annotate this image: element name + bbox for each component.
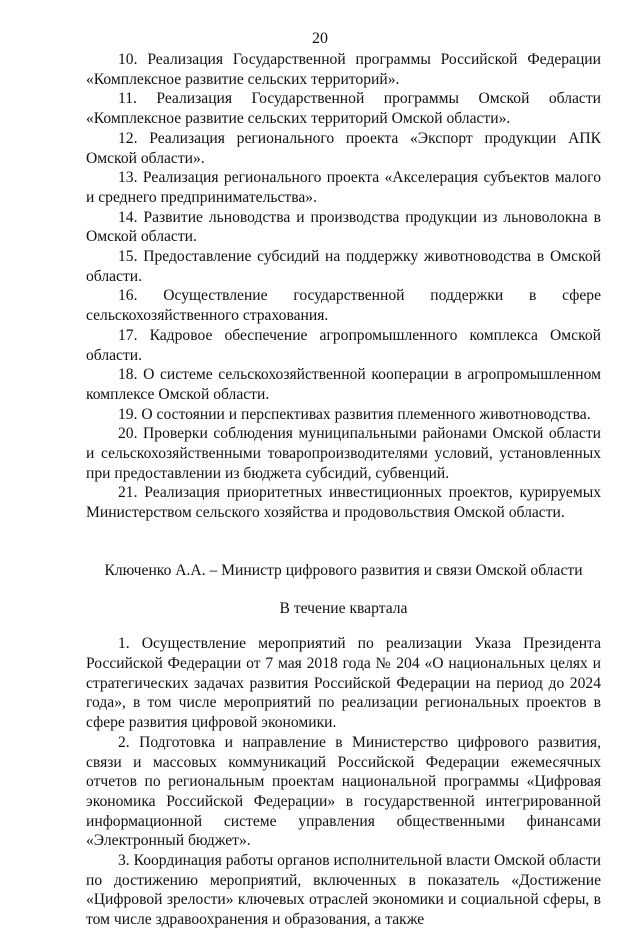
list-item: 1. Осуществление мероприятий по реализации Указа Президента Российской Федерации от 7 мая 2018 года № 204 «О национальных целях и стратегических задачах развития Российской Федерации на период до 2024 года», в том числе мероприятий по реализации региональных проектов в сфере развития цифровой экономики. <box>86 635 601 732</box>
document-body <box>86 50 601 930</box>
list-item: 12. Реализация регионального проекта «Экспорт продукции АПК Омской области». <box>86 129 601 167</box>
list-item: 13. Реализация регионального проекта «Акселерация субъектов малого и среднего предпринимательства». <box>86 169 601 206</box>
list-item: 14. Развитие льноводства и производства продукции из льноволокна в Омской области. <box>86 208 601 246</box>
agro-items-list <box>86 50 601 523</box>
page-number: 20 <box>312 30 328 47</box>
list-item: 17. Кадровое обеспечение агропромышленного комплекса Омской области. <box>86 326 601 364</box>
list-item: 20. Проверки соблюдения муниципальными районами Омской области и сельскохозяйственными товаропроизводителями условий, установленных при предоставлении из бюджета субсидий, субвенций. <box>86 425 601 482</box>
digital-items-list <box>86 634 601 930</box>
list-item: 11. Реализация Государственной программы Омской области «Комплексное развитие сельских территорий Омской области». <box>86 90 601 128</box>
list-item: 18. О системе сельскохозяйственной кооперации в агропромышленном комплексе Омской области. <box>86 366 601 403</box>
list-item: 3. Координация работы органов исполнительной власти Омской области по достижению мероприятий, включенных в показатель «Достижение «Цифровой зрелости» ключевых отраслей экономики и социальной сферы, в том числе здравоохранения и образования, а также <box>86 852 601 929</box>
list-item: 15. Предоставление субсидий на поддержку животноводства в Омской области. <box>86 248 601 285</box>
list-item: 10. Реализация Государственной программы Российской Федерации «Комплексное развитие сельских территорий». <box>86 51 601 88</box>
list-item: 16. Осуществление государственной поддержки в сфере сельскохозяйственного страхования. <box>86 287 601 325</box>
list-item: 19. О состоянии и перспективах развития племенного животноводства. <box>118 405 591 423</box>
minister-line: Ключенко А.А. – Министр цифрового развития и связи Омской области <box>104 561 583 579</box>
list-item: 21. Реализация приоритетных инвестиционных проектов, курируемых Министерством сельского хозяйства и продовольствия Омской области. <box>86 484 601 522</box>
period-heading: В течение квартала <box>279 599 408 617</box>
list-item: 2. Подготовка и направление в Министерство цифрового развития, связи и массовых коммуникаций Российской Федерации ежемесячных отчетов по региональным проектам национальной программы «Цифровая экономика Российской Федерации» в государственной интегрированной информационной системе управления общественными финансами «Электронный бюджет». <box>86 733 601 850</box>
